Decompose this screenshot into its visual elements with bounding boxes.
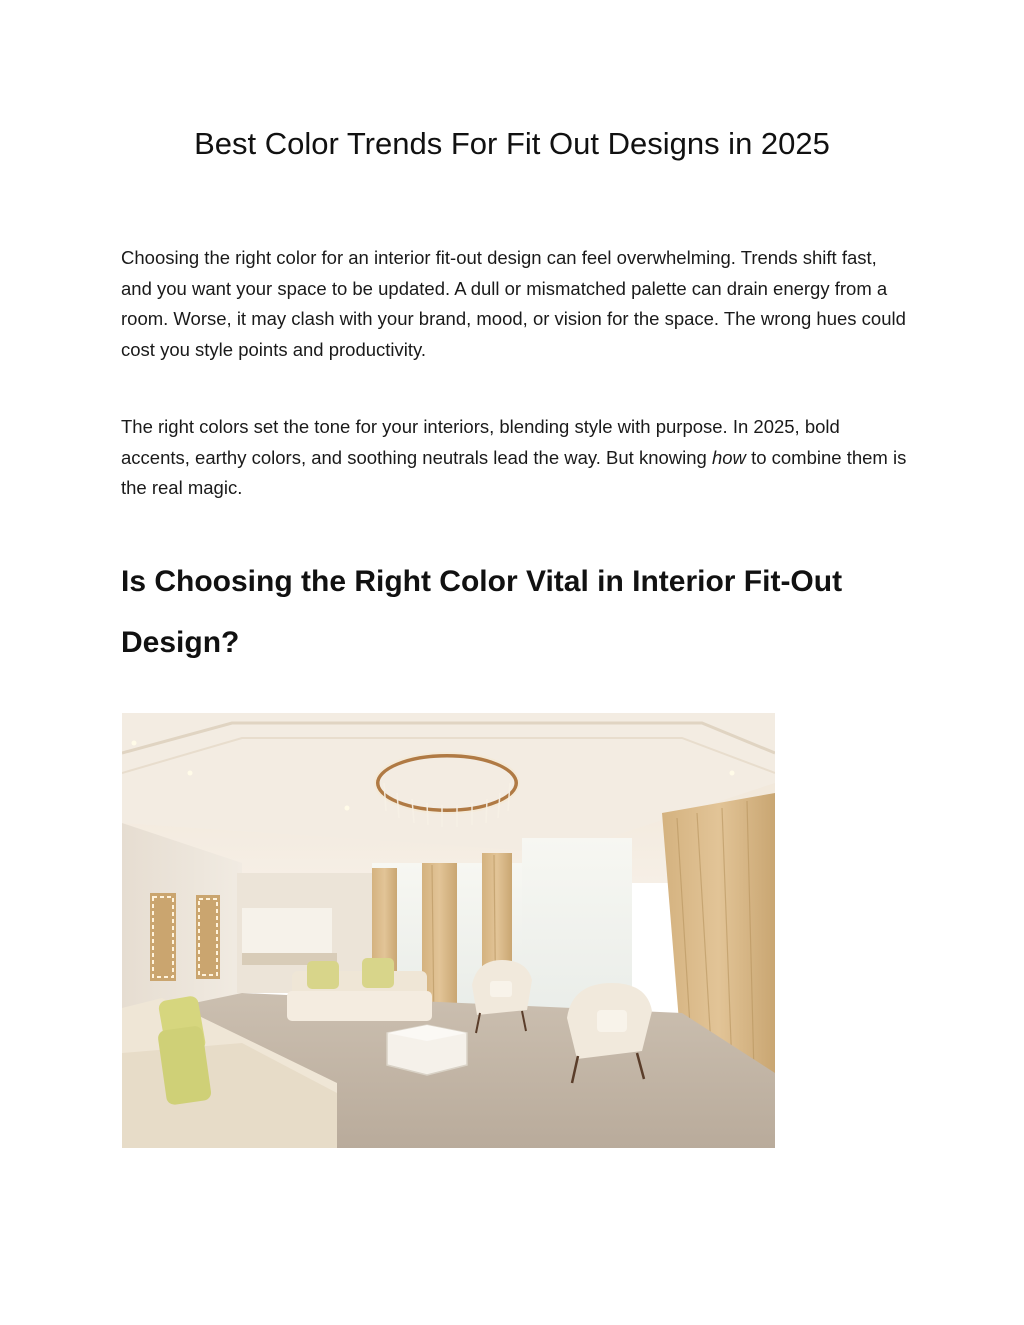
intro-paragraph: Choosing the right color for an interior fit-out design can feel overwhelming. Trends shift fast, and you want your space to be updated. A dull or mismatched palette can drain energy from a room. Worse, it may clash with your brand, mood, or vision for the space. The wrong hues could cost you style points and productivity.: [121, 247, 906, 361]
section-heading: Is Choosing the Right Color Vital in Interior Fit-Out Design?: [121, 565, 843, 659]
second-paragraph: [121, 412, 911, 504]
cushion-back-2: [362, 958, 394, 988]
living-room-photo: [122, 713, 775, 1148]
second-paragraph-text-before: The right colors set the tone for your interiors, blending style with purpose. In 2025, bold accents, earthy colors, and soothing neutrals lead the way. But knowing: [121, 416, 840, 468]
second-paragraph-text-after: to combine them is the real magic.: [121, 446, 907, 499]
cushion-back-1: [307, 961, 339, 989]
living-room-illustration: [122, 713, 775, 1148]
emphasis-how: how: [711, 446, 746, 468]
document-title: Best Color Trends For Fit Out Designs in 2025: [194, 126, 830, 161]
